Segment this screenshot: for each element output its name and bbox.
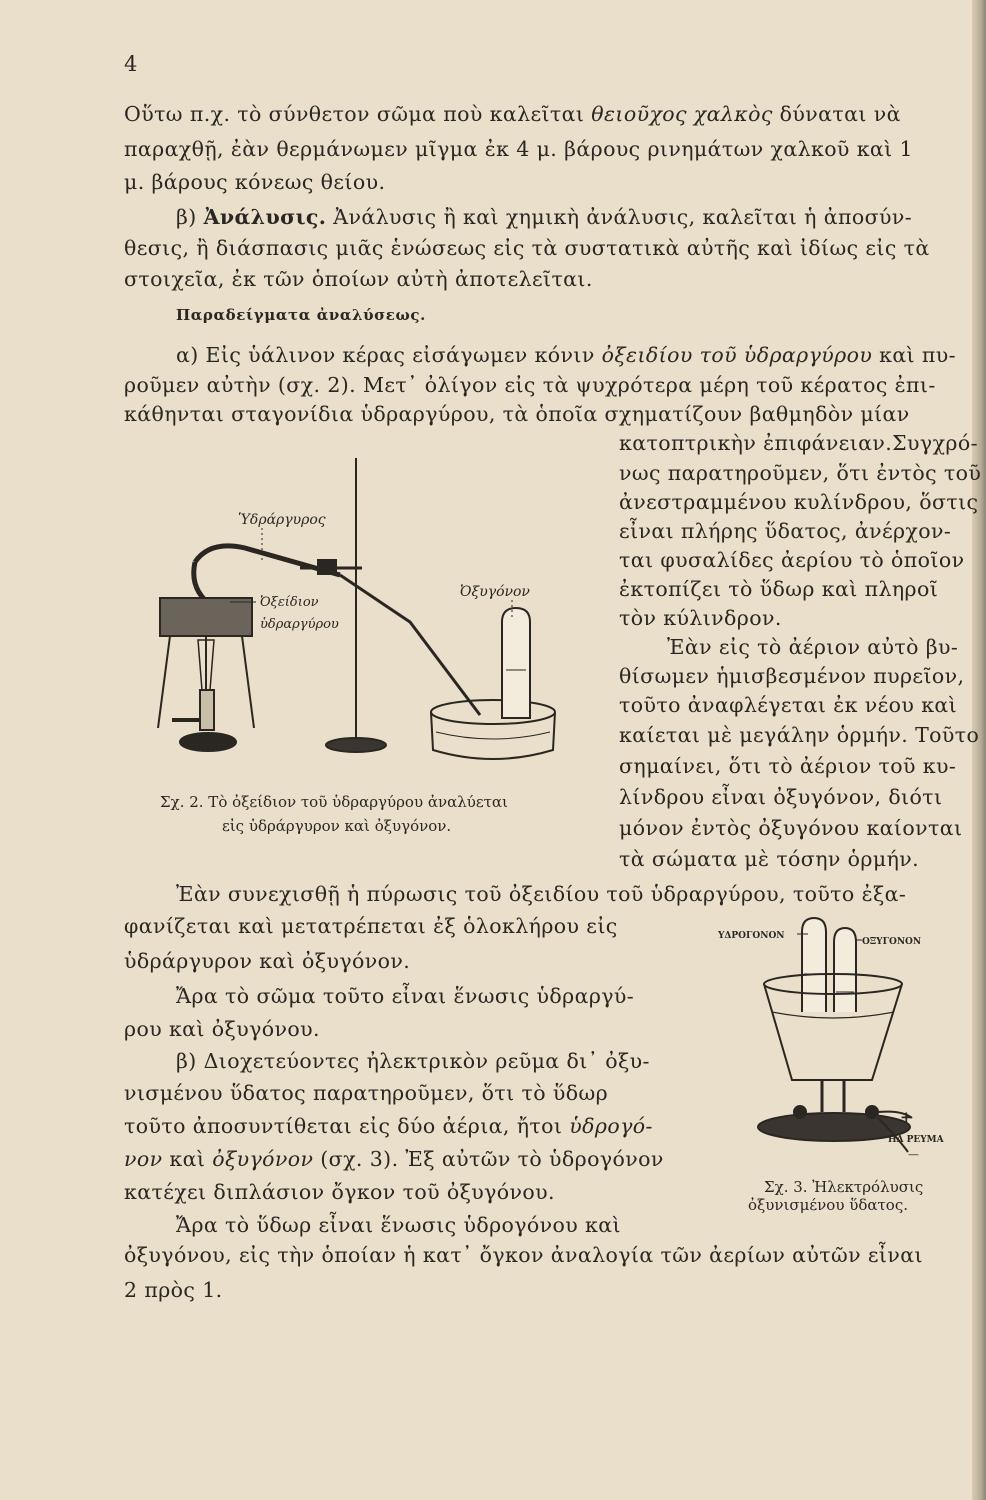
italic-term: ὑδρογό-	[569, 1114, 653, 1138]
text-run: Οὕτω π.χ. τὸ σύνθετον σῶμα ποὺ καλεῖται	[124, 102, 592, 126]
paragraph-line: β) Διοχετεύοντες ἠλεκτρικὸν ρεῦμα δι᾽ ὀξυ-	[176, 1049, 650, 1073]
paragraph-line: καίεται μὲ μεγάλην ὁρμήν. Τοῦτο	[619, 723, 980, 747]
paragraph-line: κάθηνται σταγονίδια ὑδραργύρου, τὰ ὁποῖα σχηματίζουν βαθμηδὸν μίαν	[124, 402, 910, 426]
label-oxide-1: Ὀξείδιον	[260, 595, 319, 610]
label-current: ΗΛ ΡΕΥΜΑ	[888, 1135, 944, 1145]
paragraph-line: κατέχει διπλάσιον ὄγκον τοῦ ὀξυγόνου.	[124, 1180, 555, 1204]
paragraph-line: κατοπτρικὴν ἐπιφάνειαν.Συγχρό-	[619, 431, 978, 455]
paragraph-line: ὀξυγόνου, εἰς τὴν ὁποίαν ἡ κατ᾽ ὄγκον ἀναλογία τῶν ἀερίων αὐτῶν εἶναι	[124, 1243, 923, 1267]
italic-term: θειοῦχος χαλκὸς	[591, 102, 773, 126]
italic-term: ὀξειδίου τοῦ ὑδραργύρου	[601, 343, 873, 367]
figure-3-caption-line-1: Σχ. 3. Ἠλεκτρόλυσις	[764, 1178, 924, 1196]
paragraph-line: ρου καὶ ὀξυγόνου.	[124, 1017, 320, 1041]
paragraph-line: εἶναι πλήρης ὕδατος, ἀνέρχον-	[619, 519, 952, 543]
furnace-gauze	[160, 598, 252, 636]
terminal	[794, 1106, 806, 1118]
tripod-leg	[242, 636, 254, 728]
tripod-leg	[158, 636, 170, 728]
label-oxide-2: ὑδραργύρου	[260, 617, 339, 632]
italic-term: νον	[124, 1147, 163, 1171]
paragraph-line: λίνδρου εἶναι ὀξυγόνον, διότι	[619, 785, 943, 809]
label-minus: —	[908, 1148, 919, 1161]
paragraph-line: ἐκτοπίζει τὸ ὕδωρ καὶ πληροῖ	[619, 577, 939, 601]
page-number: 4	[124, 52, 138, 76]
oxygen-tube	[834, 928, 856, 1012]
paragraph-line: τὰ σώματα μὲ τόσην ὁρμήν.	[619, 847, 920, 871]
paragraph-line: θίσωμεν ἡμισβεσμένον πυρεῖον,	[619, 664, 965, 688]
paragraph-line: ὑδράργυρον καὶ ὀξυγόνον.	[124, 949, 411, 973]
paragraph-line: μόνον ἐντὸς ὀξυγόνου καίονται	[619, 816, 963, 840]
paragraph-line: Ἐὰν εἰς τὸ ἀέριον αὐτὸ βυ-	[667, 635, 959, 659]
paragraph-line: παραχθῇ, ἐὰν θερμάνωμεν μῖγμα ἐκ 4 μ. βάρους ρινημάτων χαλκοῦ καὶ 1	[124, 137, 913, 161]
figure-2-apparatus	[150, 450, 570, 775]
paragraph-line: νως παρατηροῦμεν, ὅτι ἐντὸς τοῦ	[619, 461, 982, 485]
figure-3-caption-line-2: ὀξυνισμένου ὕδατος.	[748, 1196, 908, 1214]
paragraph-line: στοιχεῖα, ἐκ τῶν ὁποίων αὐτὴ ἀποτελεῖται.	[124, 267, 593, 291]
label-oxygen: Ὀξυγόνον	[460, 584, 530, 600]
label-hydrogen: ΥΔΡΟΓΟΝΟΝ	[718, 931, 785, 941]
vessel-water	[772, 1012, 894, 1018]
paragraph-line: 2 πρὸς 1.	[124, 1278, 223, 1302]
paragraph-line: ροῦμεν αὐτὴν (σχ. 2). Μετ᾽ ὀλίγον εἰς τὰ ψυχρότερα μέρη τοῦ κέρατος ἐπι-	[124, 373, 936, 397]
paragraph-line	[124, 1116, 653, 1137]
text-run: δύναται νὰ	[772, 102, 901, 126]
paragraph-line: ται φυσαλίδες ἀερίου τὸ ὁποῖον	[619, 548, 965, 572]
paragraph-line	[124, 104, 901, 125]
text-run: (σχ. 3). Ἐξ αὐτῶν τὸ ὑδρογόνον	[313, 1147, 664, 1171]
burner-tube	[200, 690, 214, 730]
label-oxygen: ΟΞΥΓΟΝΟΝ	[862, 937, 922, 947]
paragraph-line	[124, 1149, 664, 1170]
paragraph-line: σημαίνει, ὅτι τὸ ἀέριον τοῦ κυ-	[619, 754, 957, 778]
text-run: τοῦτο ἀποσυντίθεται εἰς δύο ἀέρια, ἤτοι	[124, 1114, 570, 1138]
examples-heading: Παραδείγματα ἀναλύσεως.	[176, 306, 426, 324]
paragraph-line: τοῦτο ἀναφλέγεται ἐκ νέου καὶ	[619, 693, 958, 717]
label-plus: +	[900, 1108, 913, 1126]
label-mercury: Ὑδράργυρος	[238, 512, 326, 528]
figure-3-electrolysis	[712, 912, 964, 1162]
retort-bulb	[194, 562, 205, 600]
text-run: β)	[176, 205, 204, 229]
figure-2-caption-line-2: εἰς ὑδράργυρον καὶ ὀξυγόνον.	[222, 817, 452, 835]
paragraph-line: Ἐὰν συνεχισθῇ ἡ πύρωσις τοῦ ὀξειδίου τοῦ ὑδραργύρου, τοῦτο ἐξα-	[176, 882, 907, 906]
paragraph-line	[176, 345, 956, 366]
bold-term: Ἀνάλυσις.	[203, 205, 327, 229]
trough-body	[431, 712, 555, 759]
paragraph-line: ἀνεστραμμένου κυλίνδρου, ὅστις	[619, 490, 979, 514]
trough-water	[436, 732, 550, 739]
text-run: α) Εἰς ὑάλινον κέρας εἰσάγωμεν κόνιν	[176, 343, 602, 367]
paragraph-line: τὸν κύλινδρον.	[619, 606, 782, 630]
paragraph-line: φανίζεται καὶ μετατρέπεται ἐξ ὁλοκλήρου εἰς	[124, 914, 618, 938]
page-edge	[972, 0, 986, 1500]
paragraph-line	[176, 207, 912, 228]
paragraph-line: Ἄρα τὸ ὕδωρ εἶναι ἕνωσις ὑδρογόνου καὶ	[176, 1213, 621, 1237]
terminal	[866, 1106, 878, 1118]
paragraph-line: μ. βάρους κόνεως θείου.	[124, 170, 386, 194]
text-run: καὶ πυ-	[872, 343, 956, 367]
text-run: καὶ	[162, 1147, 213, 1171]
paragraph-line: θεσις, ἢ διάσπασις μιᾶς ἑνώσεως εἰς τὰ συστατικὰ αὐτῆς καὶ ἰδίως εἰς τὰ	[124, 236, 930, 260]
delivery-tube	[340, 575, 480, 715]
paragraph-line: νισμένου ὕδατος παρατηροῦμεν, ὅτι τὸ ὕδωρ	[124, 1081, 609, 1105]
paragraph-line: Ἄρα τὸ σῶμα τοῦτο εἶναι ἕνωσις ὑδραργύ-	[176, 984, 635, 1008]
burner-base	[180, 733, 236, 751]
text-run: Ἀνάλυσις ἢ καὶ χημικὴ ἀνάλυσις, καλεῖται ἡ ἀποσύν-	[326, 205, 913, 229]
collection-cylinder	[502, 608, 530, 718]
figure-2-caption-line-1: Σχ. 2. Τὸ ὀξείδιον τοῦ ὑδραργύρου ἀναλύεται	[160, 793, 508, 811]
trough-rim	[431, 700, 555, 724]
stand-base	[326, 738, 386, 752]
hydrogen-tube	[802, 918, 826, 1012]
italic-term: ὀξυγόνον	[212, 1147, 314, 1171]
